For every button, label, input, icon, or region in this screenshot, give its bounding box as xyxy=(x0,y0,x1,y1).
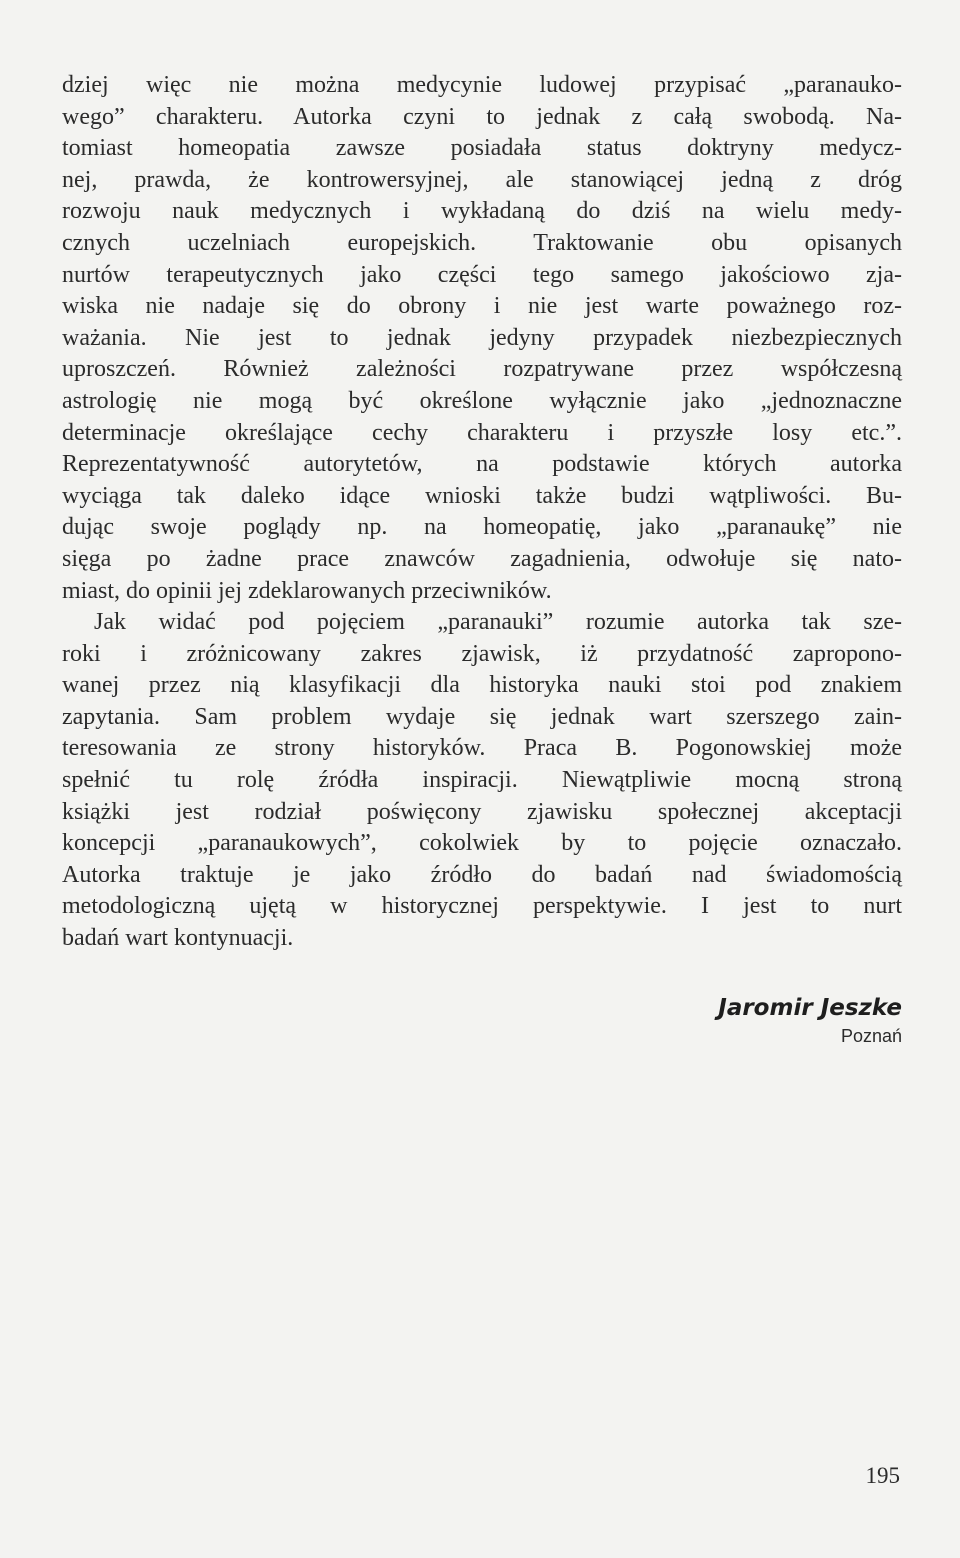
text-line: rozwoju nauk medycznych i wykładaną do dziś na wielu medy- xyxy=(62,198,902,225)
text-line: koncepcji „paranaukowych”, cokolwiek by to pojęcie oznaczało. xyxy=(62,830,902,857)
text-line: książki jest rodział poświęcony zjawisku społecznej akceptacji xyxy=(62,798,902,825)
text-line: wyciąga tak daleko idące wnioski także budzi wątpliwości. Bu- xyxy=(62,482,902,509)
text-line: astrologię nie mogą być określone wyłącznie jako „jednoznaczne xyxy=(62,387,902,414)
text-line: spełnić tu rolę źródła inspiracji. Niewątpliwie mocną stroną xyxy=(62,767,902,794)
author-city: Poznań xyxy=(840,1026,902,1046)
text-line: ważania. Nie jest to jednak jedyny przypadek niezbezpiecznych xyxy=(62,324,902,351)
text-line: wanej przez nią klasyfikacji dla historyka nauki stoi pod znakiem xyxy=(62,672,902,699)
text-line: sięga po żadne prace znawców zagadnienia, odwołuje się nato- xyxy=(62,545,902,572)
text-line: zapytania. Sam problem wydaje się jednak wart szerszego zain- xyxy=(62,703,902,730)
author-name: Jaromir Jeszke xyxy=(718,995,902,1021)
text-line: Autorka traktuje je jako źródło do badań nad świadomością xyxy=(62,861,902,888)
review-text xyxy=(62,70,902,955)
text-line: teresowania ze strony historyków. Praca B. Pogonowskiej może xyxy=(62,735,902,762)
text-line: wiska nie nadaje się do obrony i nie jest warte poważnego roz- xyxy=(62,293,902,320)
text-line: badań wart kontynuacji. xyxy=(62,925,294,952)
text-line: uproszczeń. Również zależności rozpatrywane przez współczesną xyxy=(62,356,902,383)
text-line: tomiast homeopatia zawsze posiadała status doktryny medycz- xyxy=(62,135,902,162)
text-line: determinacje określające cechy charakteru i przyszłe losy etc.”. xyxy=(62,419,902,446)
text-line: Reprezentatywność autorytetów, na podstawie których autorka xyxy=(62,451,902,478)
text-line: metodologiczną ujętą w historycznej perspektywie. I jest to nurt xyxy=(62,893,902,920)
text-line: wego” charakteru. Autorka czyni to jednak z całą swobodą. Na- xyxy=(62,103,902,130)
text-line: nej, prawda, że kontrowersyjnej, ale stanowiącej jedną z dróg xyxy=(62,166,902,193)
text-line: roki i zróżnicowany zakres zjawisk, iż przydatność zapropono- xyxy=(62,640,902,667)
page-number: 195 xyxy=(865,1463,900,1488)
paragraph-first-line: Jak widać pod pojęciem „paranauki” rozumie autorka tak sze- xyxy=(94,609,902,636)
text-line: cznych uczelniach europejskich. Traktowanie obu opisanych xyxy=(62,229,902,256)
text-line: miast, do opinii jej zdeklarowanych przeciwników. xyxy=(62,577,552,604)
text-line: dziej więc nie można medycynie ludowej przypisać „paranauko- xyxy=(62,72,902,98)
text-line: dując swoje poglądy np. na homeopatię, jako „paranaukę” nie xyxy=(62,514,902,541)
signature-block xyxy=(718,993,902,1049)
text-line: nurtów terapeutycznych jako części tego samego jakościowo zja- xyxy=(62,261,902,288)
